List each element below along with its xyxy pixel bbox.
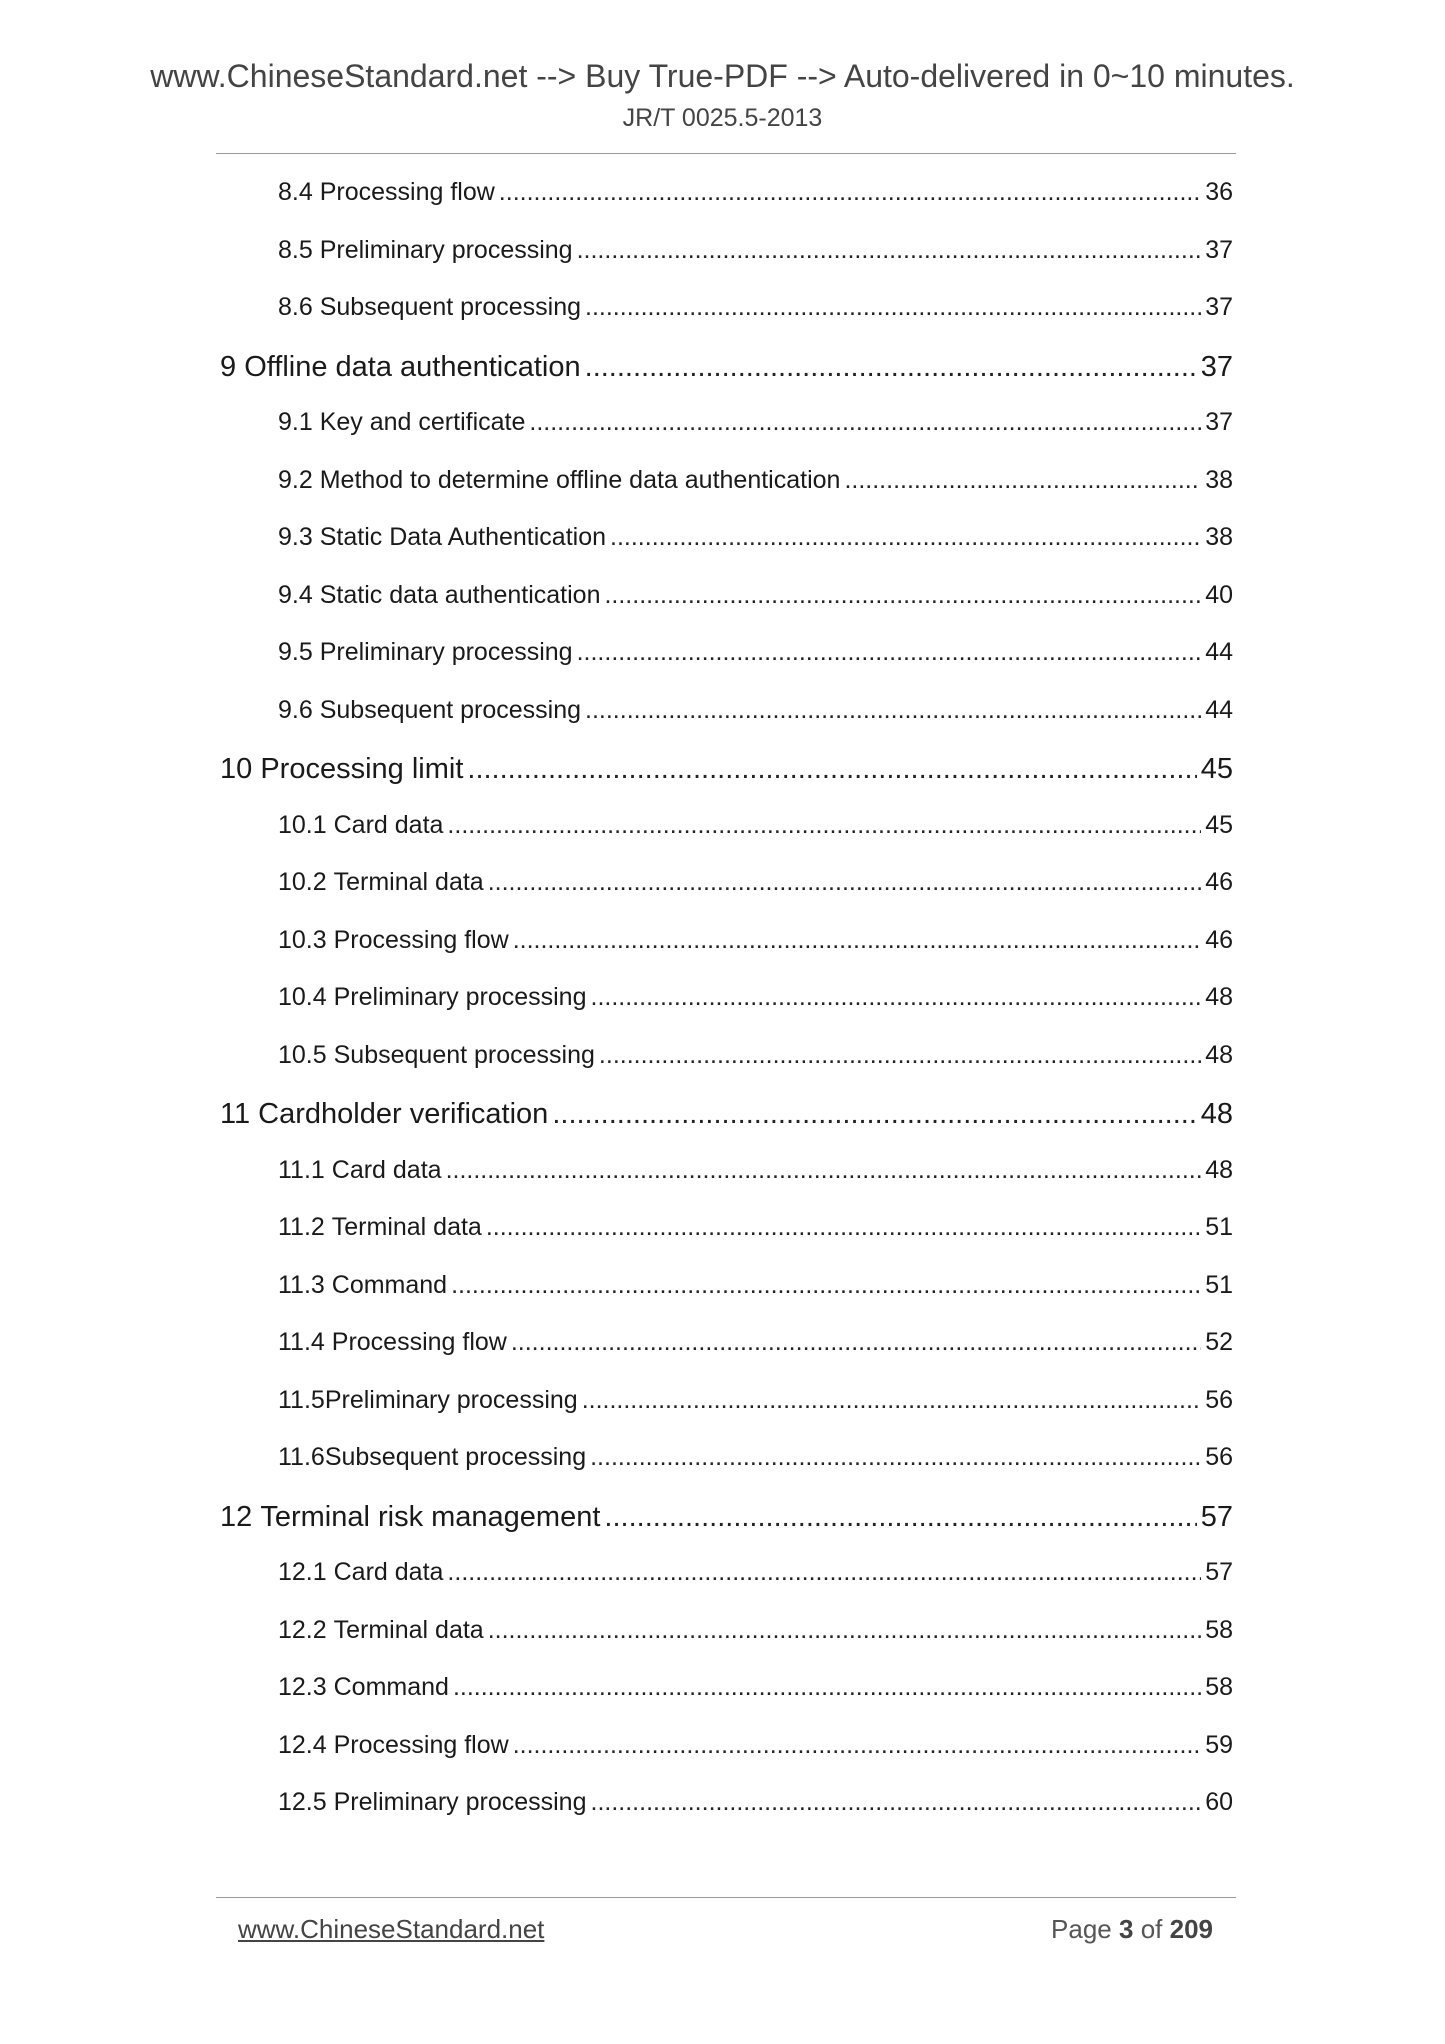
toc-number: 12.2 — [278, 1615, 327, 1644]
toc-leader-dots — [585, 696, 1201, 725]
toc-page-number: 37 — [1200, 350, 1233, 383]
toc-leader-dots — [604, 581, 1201, 610]
toc-page-number: 57 — [1205, 1558, 1233, 1586]
toc-chapter[interactable] — [220, 1501, 1233, 1545]
toc-section[interactable] — [278, 1156, 1233, 1200]
toc-number: 10.4 — [278, 983, 327, 1011]
toc-title: Method to determine offline data authentication — [319, 465, 841, 494]
toc-page-number: 46 — [1205, 868, 1233, 896]
toc-title: Key and certificate — [319, 408, 526, 436]
toc-leader-dots — [511, 1328, 1201, 1357]
toc-page-number: 58 — [1205, 1673, 1233, 1701]
toc-page-number: 59 — [1205, 1730, 1233, 1759]
toc-leader-dots — [582, 1386, 1202, 1415]
toc-number: 11.6 — [278, 1443, 325, 1471]
page-total: 209 — [1169, 1914, 1213, 1944]
toc-leader-dots — [577, 236, 1202, 265]
toc-section[interactable] — [278, 178, 1233, 222]
toc-section[interactable] — [278, 868, 1233, 912]
toc-leader-dots — [599, 1041, 1201, 1070]
toc-leader-dots — [604, 1501, 1196, 1534]
page-prefix: Page — [1051, 1914, 1112, 1944]
toc-leader-dots — [610, 523, 1201, 552]
footer-divider — [216, 1897, 1236, 1898]
toc-title: Subsequent processing — [319, 293, 582, 321]
footer-site-link[interactable]: www.ChineseStandard.net — [238, 1914, 545, 1944]
toc-section[interactable] — [278, 523, 1233, 567]
toc-leader-dots — [446, 1156, 1202, 1185]
page-current: 3 — [1118, 1914, 1134, 1944]
toc-page-number: 45 — [1205, 810, 1233, 839]
toc-leader-dots — [499, 178, 1201, 207]
toc-number: 11.5 — [278, 1385, 325, 1414]
toc-section[interactable] — [278, 1213, 1233, 1257]
toc-number: 8.5 — [278, 235, 313, 264]
toc-page-number: 48 — [1205, 1155, 1233, 1184]
toc-title: Processing flow — [333, 925, 509, 954]
toc-number: 10.5 — [278, 1040, 327, 1069]
toc-section[interactable] — [278, 1041, 1233, 1085]
toc-page-number: 56 — [1205, 1443, 1233, 1471]
toc-leader-dots — [577, 638, 1202, 667]
toc-section[interactable] — [278, 926, 1233, 970]
toc-section[interactable] — [278, 408, 1233, 452]
toc-chapter[interactable] — [220, 1098, 1233, 1142]
toc-page-number: 58 — [1205, 1615, 1233, 1644]
toc-section[interactable] — [278, 696, 1233, 740]
toc-leader-dots — [590, 1443, 1201, 1472]
toc-leader-dots — [513, 1731, 1201, 1760]
toc-number: 12.1 — [278, 1558, 327, 1586]
toc-leader-dots — [844, 466, 1201, 495]
toc-title: Command — [331, 1270, 448, 1299]
toc-page-number: 37 — [1205, 408, 1233, 436]
toc-leader-dots — [488, 1616, 1201, 1645]
toc-number: 9.4 — [278, 580, 313, 609]
toc-number: 12.5 — [278, 1788, 327, 1816]
toc-number: 11.4 — [278, 1328, 325, 1356]
toc-section[interactable] — [278, 1731, 1233, 1775]
toc-leader-dots — [552, 1098, 1196, 1131]
toc-section[interactable] — [278, 466, 1233, 510]
toc-chapter[interactable] — [220, 753, 1233, 797]
toc-leader-dots — [486, 1213, 1201, 1242]
toc-page-number: 37 — [1205, 235, 1233, 264]
toc-title: Subsequent processing — [319, 695, 582, 724]
toc-section[interactable] — [278, 1788, 1233, 1832]
page-of: of — [1140, 1914, 1163, 1944]
toc-leader-dots — [513, 926, 1201, 955]
toc-number: 9.2 — [278, 465, 313, 494]
toc-title: Preliminary processing — [333, 1788, 587, 1816]
toc-page-number: 48 — [1200, 1098, 1233, 1130]
toc-number: 8.4 — [278, 178, 313, 206]
toc-section[interactable] — [278, 638, 1233, 682]
toc-section[interactable] — [278, 1673, 1233, 1717]
toc-title: Card data — [333, 1558, 444, 1586]
toc-number: 9.6 — [278, 695, 313, 724]
toc-leader-dots — [447, 1558, 1201, 1587]
toc-page-number: 37 — [1205, 293, 1233, 321]
toc-page-number: 51 — [1205, 1213, 1233, 1241]
toc-leader-dots — [467, 753, 1196, 786]
toc-number: 11.1 — [278, 1155, 325, 1184]
toc-number: 11.3 — [278, 1270, 325, 1299]
header-divider — [216, 153, 1236, 154]
toc-page-number: 46 — [1205, 925, 1233, 954]
toc-page-number: 51 — [1205, 1270, 1233, 1299]
toc-leader-dots — [451, 1271, 1201, 1300]
toc-leader-dots — [529, 408, 1201, 437]
toc-title: Terminal risk management — [260, 1500, 601, 1533]
toc-page-number: 44 — [1205, 695, 1233, 724]
toc-section[interactable] — [278, 236, 1233, 280]
toc-page-number: 40 — [1205, 580, 1233, 609]
page-counter — [1051, 1914, 1213, 1945]
toc-leader-dots — [453, 1673, 1201, 1702]
toc-title: Processing limit — [260, 753, 464, 785]
toc-number: 8.6 — [278, 293, 313, 321]
toc-page-number: 48 — [1205, 1040, 1233, 1069]
toc-section[interactable] — [278, 1271, 1233, 1315]
toc-page-number: 48 — [1205, 983, 1233, 1011]
toc-leader-dots — [488, 868, 1201, 897]
toc-title: Card data — [333, 810, 444, 839]
toc-page-number: 45 — [1200, 753, 1233, 785]
toc-number: 11 — [220, 1098, 251, 1130]
toc-title: Processing flow — [319, 178, 495, 206]
toc-title: Preliminary processing — [319, 638, 573, 666]
toc-section[interactable] — [278, 1616, 1233, 1660]
toc-title: Subsequent processing — [333, 1040, 595, 1069]
toc-page-number: 38 — [1205, 523, 1233, 551]
toc-title: Preliminary processing — [333, 983, 587, 1011]
toc-section[interactable] — [278, 581, 1233, 625]
toc-section[interactable] — [278, 1443, 1233, 1487]
toc-section[interactable] — [278, 1328, 1233, 1372]
toc-section[interactable] — [278, 293, 1233, 337]
toc-number: 9.3 — [278, 523, 313, 551]
toc-number: 9.5 — [278, 638, 313, 666]
toc-page-number: 38 — [1205, 465, 1233, 494]
toc-title: Subsequent processing — [324, 1443, 587, 1471]
toc-leader-dots — [591, 983, 1202, 1012]
toc-number: 12 — [220, 1500, 253, 1533]
toc-leader-dots — [585, 351, 1197, 384]
toc-page-number: 36 — [1205, 178, 1233, 206]
toc-title: Preliminary processing — [319, 235, 573, 264]
toc-page-number: 44 — [1205, 638, 1233, 666]
toc-leader-dots — [591, 1788, 1202, 1817]
toc-title: Static data authentication — [319, 580, 601, 609]
toc-number: 10.1 — [278, 810, 327, 839]
toc-number: 10.3 — [278, 925, 327, 954]
toc-number: 11.2 — [278, 1213, 325, 1241]
toc-leader-dots — [585, 293, 1201, 322]
toc-number: 12.3 — [278, 1673, 327, 1701]
toc-title: Static Data Authentication — [319, 523, 607, 551]
toc-section[interactable] — [278, 1558, 1233, 1602]
toc-number: 9.1 — [278, 408, 313, 436]
toc-section[interactable] — [278, 1386, 1233, 1430]
toc-page-number: 56 — [1205, 1385, 1233, 1414]
toc-page-number: 57 — [1200, 1500, 1233, 1533]
toc-title: Offline data authentication — [244, 350, 581, 383]
toc-page-number: 52 — [1205, 1328, 1233, 1356]
toc-title: Terminal data — [331, 1213, 482, 1241]
toc-number: 10 — [220, 753, 253, 785]
toc-number: 10.2 — [278, 868, 327, 896]
toc-title: Terminal data — [333, 868, 484, 896]
toc-page-number: 60 — [1205, 1788, 1233, 1816]
toc-section[interactable] — [278, 983, 1233, 1027]
toc-chapter[interactable] — [220, 351, 1233, 395]
header-banner: www.ChineseStandard.net --> Buy True-PDF --> Auto-delivered in 0~10 minutes. — [150, 58, 1295, 94]
toc-title: Preliminary processing — [324, 1385, 578, 1414]
toc-leader-dots — [447, 811, 1201, 840]
toc-title: Terminal data — [333, 1615, 484, 1644]
toc-title: Cardholder verification — [258, 1098, 549, 1130]
toc-number: 12.4 — [278, 1730, 327, 1759]
toc-section[interactable] — [278, 811, 1233, 855]
toc-title: Command — [333, 1673, 449, 1701]
toc-title: Processing flow — [333, 1730, 509, 1759]
toc-number: 9 — [220, 350, 237, 383]
document-id: JR/T 0025.5-2013 — [622, 104, 823, 132]
toc-title: Processing flow — [331, 1328, 507, 1356]
toc-title: Card data — [331, 1155, 442, 1184]
